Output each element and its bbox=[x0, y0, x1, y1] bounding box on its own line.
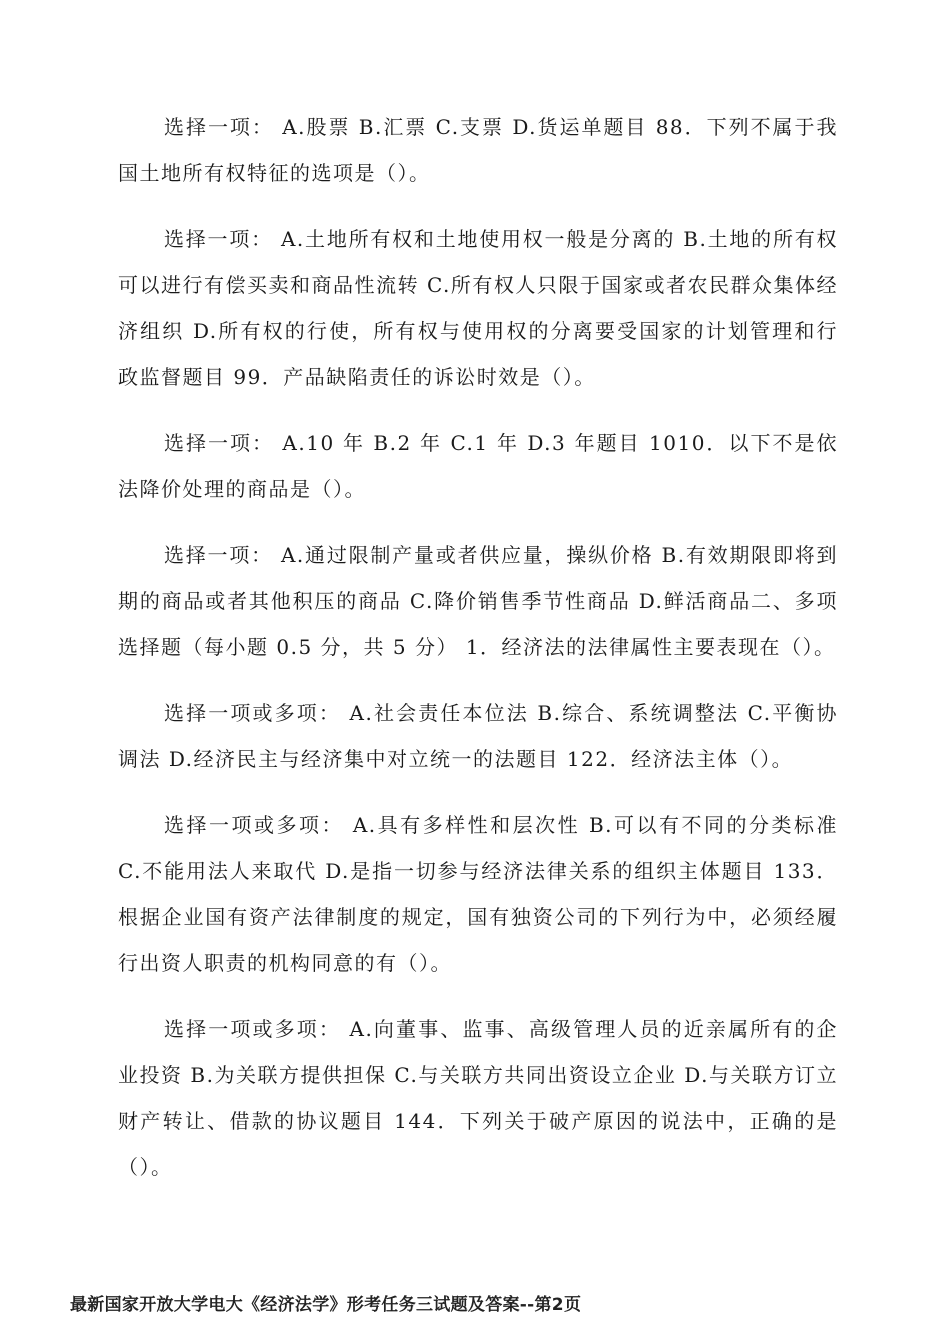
question-paragraph: 选择一项或多项： A.具有多样性和层次性 B.可以有不同的分类标准 C.不能用法人来取代 D.是指一切参与经济法律关系的组织主体题目 133．根据企业国有资产法律制度的规定，国有独资公司的下列行为中，必须经履行出资人职责的机构同意的有（）。 bbox=[118, 813, 838, 975]
question-paragraph: 选择一项： A.土地所有权和土地使用权一般是分离的 B.土地的所有权可以进行有偿买卖和商品性流转 C.所有权人只限于国家或者农民群众集体经济组织 D.所有权的行使，所有权与使用权的分离要受国家的计划管理和行政监督题目 99．产品缺陷责任的诉讼时效是（）。 bbox=[118, 227, 838, 389]
question-paragraph: 选择一项： A.10 年 B.2 年 C.1 年 D.3 年题目 1010．以下不是依法降价处理的商品是（）。 bbox=[118, 431, 838, 501]
question-paragraph: 选择一项： A.股票 B.汇票 C.支票 D.货运单题目 88．下列不属于我国土地所有权特征的选项是（）。 bbox=[118, 115, 838, 185]
question-paragraph: 选择一项或多项： A.向董事、监事、高级管理人员的近亲属所有的企业投资 B.为关联方提供担保 C.与关联方共同出资设立企业 D.与关联方订立财产转让、借款的协议题目 144．下列关于破产原因的说法中，正确的是（）。 bbox=[118, 1017, 838, 1179]
document-body bbox=[118, 104, 838, 1210]
question-paragraph: 选择一项： A.通过限制产量或者供应量，操纵价格 B.有效期限即将到期的商品或者其他积压的商品 C.降价销售季节性商品 D.鲜活商品二、多项选择题（每小题 0.5 分，共 5 分） 1．经济法的法律属性主要表现在（）。 bbox=[118, 543, 838, 659]
page-footer: 最新国家开放大学电大《经济法学》形考任务三试题及答案--第2页 bbox=[70, 1295, 582, 1315]
question-paragraph: 选择一项或多项： A.社会责任本位法 B.综合、系统调整法 C.平衡协调法 D.经济民主与经济集中对立统一的法题目 122．经济法主体（）。 bbox=[118, 701, 838, 771]
